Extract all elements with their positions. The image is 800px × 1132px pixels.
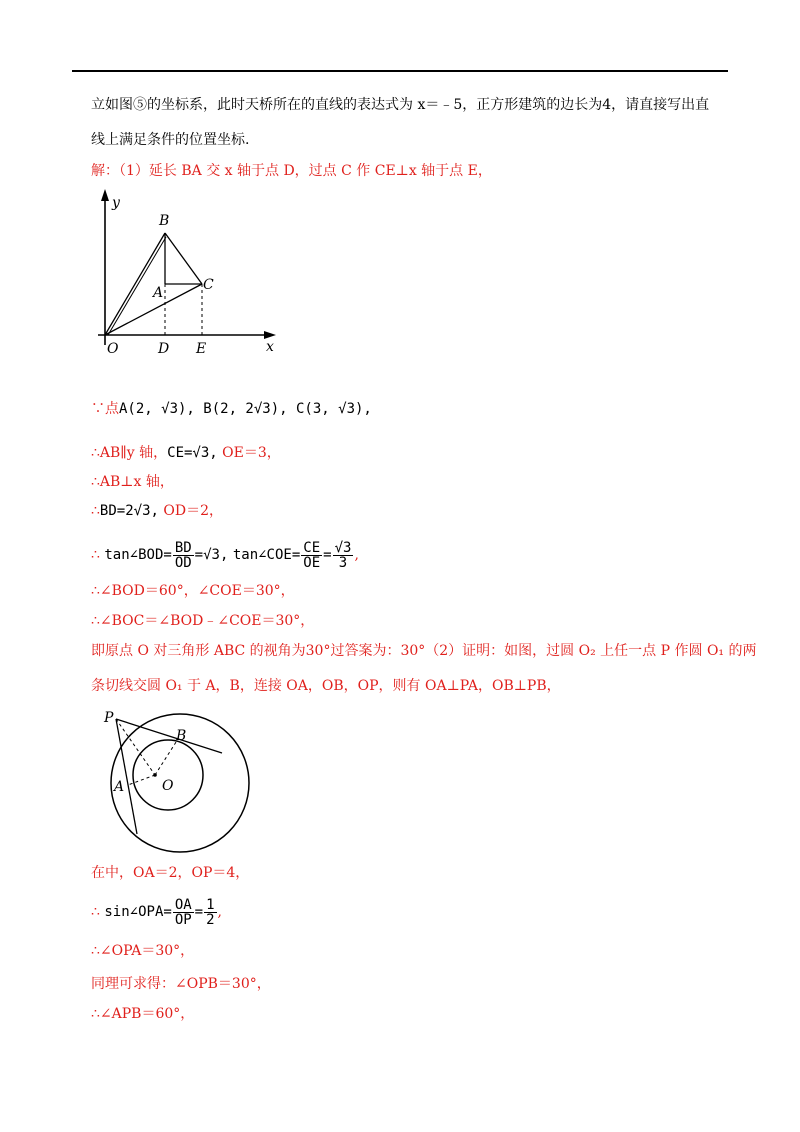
solution-step-12: ∴ sin∠OPA= $\frac{OA}{OP}$ = $\frac{1}{2}$ ,	[91, 896, 222, 928]
label-A: A	[153, 285, 164, 301]
solution-step-3: ∴AB∥y 轴，CE=√3, OE＝3，	[91, 445, 281, 461]
coordinate-figure	[92, 185, 292, 360]
label-O2: O	[162, 778, 174, 794]
label-B: B	[159, 213, 170, 229]
solution-step-13: ∴∠OPA＝30°，	[91, 943, 195, 959]
label-B2: B	[176, 728, 187, 744]
solution-step-2: ∵点A(2, √3), B(2, 2√3), C(3, √3),	[91, 401, 372, 417]
solution-step-8: ∴∠BOC＝∠BOD﹣∠COE＝30°，	[91, 613, 315, 629]
label-A2: A	[114, 779, 125, 795]
fraction-1-2: $\frac{1}{2}$	[206, 896, 215, 928]
y-axis-arrow	[101, 189, 109, 201]
solution-step-4: ∴AB⊥x 轴，	[91, 474, 174, 490]
intro-line-1: 立如图⑤的坐标系，此时天桥所在的直线的表达式为 x＝﹣5，正方形建筑的边长为4，请直接写出直	[91, 97, 710, 113]
label-x: x	[266, 339, 274, 355]
segment-BC	[165, 233, 202, 284]
label-E: E	[196, 341, 207, 357]
label-y: y	[112, 195, 120, 211]
label-D: D	[158, 341, 170, 357]
circle-figure	[92, 706, 272, 856]
solution-step-11: 在中，OA＝2，OP＝4，	[91, 865, 250, 881]
intro-line-2: 线上满足条件的位置坐标.	[91, 132, 250, 148]
solution-step-10: 条切线交圆 O₁ 于 A，B，连接 OA，OB，OP，则有 OA⊥PA，OB⊥PB，	[91, 678, 561, 694]
center-point	[153, 773, 157, 777]
solution-step-6: ∴ tan∠BOD= $\frac{BD}{OD}$ =√3, tan∠COE= $\frac{CE}{OE}$ = $\frac{√3}{3}$ ,	[91, 539, 359, 571]
label-O: O	[107, 341, 119, 357]
dashed-OA	[128, 775, 155, 785]
fraction-root3-3: $\frac{√3}{3}$	[334, 539, 352, 571]
solution-step-1: 解：（1）延长 BA 交 x 轴于点 D，过点 C 作 CE⊥x 轴于点 E，	[91, 163, 492, 179]
dashed-OB	[155, 739, 178, 775]
solution-step-9: 即原点 O 对三角形 ABC 的视角为30°过答案为：30°（2）证明：如图，过圆 O₂ 上任一点 P 作圆 O₁ 的两	[91, 643, 757, 659]
label-C: C	[203, 277, 214, 293]
solution-step-5: ∴BD=2√3, OD＝2，	[91, 503, 223, 519]
solution-step-7: ∴∠BOD＝60°，∠COE＝30°，	[91, 583, 295, 599]
fraction-CE-OE: $\frac{CE}{OE}$	[303, 539, 321, 571]
tangent-PB	[116, 719, 222, 753]
fraction-BD-OD: $\frac{BD}{OD}$	[174, 539, 192, 571]
solution-step-15: ∴∠APB＝60°，	[91, 1006, 195, 1022]
header-rule	[72, 70, 728, 72]
inner-circle	[133, 740, 203, 810]
solution-step-14: 同理可求得：∠OPB＝30°，	[91, 976, 271, 992]
label-P: P	[104, 710, 114, 726]
x-axis-arrow	[264, 331, 276, 339]
fraction-OA-OP: $\frac{OA}{OP}$	[174, 896, 192, 928]
